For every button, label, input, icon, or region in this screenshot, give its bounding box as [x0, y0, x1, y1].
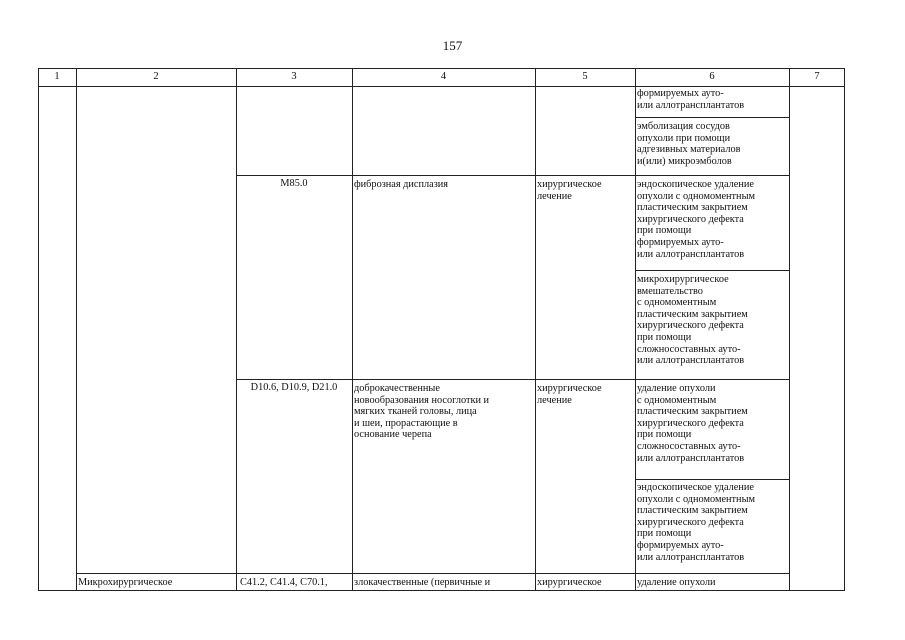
diagnosis-cell: злокачественные (первичные и [354, 577, 491, 588]
header-col-1: 1 [54, 71, 60, 82]
treatment-type-cell: хирургическое лечение [537, 179, 602, 202]
icd-code-cell: M85.0 [280, 178, 308, 189]
treatment-type-cell: хирургическое лечение [537, 383, 602, 406]
col-border-2 [236, 68, 237, 591]
col-border-7 [844, 68, 845, 591]
header-col-3: 3 [291, 71, 297, 82]
method-cell: эндоскопическое удаление опухоли с одномоментным пластическим закрытием хирургического дефекта при помощи формируемых ауто- или аллотрансплантатов [637, 179, 756, 260]
col-border-3 [352, 68, 353, 591]
col-border-5 [635, 68, 636, 591]
diagnosis-cell: фиброзная дисплазия [354, 179, 449, 190]
method-cell: удаление опухоли с одномоментным пластическим закрытием хирургического дефекта при помощи сложносоставных ауто- или аллотрансплантатов [637, 383, 748, 464]
row-divider-last [76, 573, 789, 574]
care-type-cell: Микрохирургическое [78, 577, 173, 588]
row-divider-m85 [236, 175, 789, 176]
header-col-7: 7 [814, 71, 820, 82]
header-col-4: 4 [440, 71, 447, 82]
table-bottom-border [38, 590, 845, 591]
method-cell: эмболизация сосудов опухоли при помощи адгезивных материалов и(или) микроэмболов [637, 121, 741, 167]
medical-procedures-table [38, 68, 845, 591]
method-cell: формируемых ауто- или аллотрансплантатов [637, 88, 745, 111]
col-border-4 [535, 68, 536, 591]
header-col-6: 6 [709, 71, 715, 82]
treatment-type-cell: хирургическое [537, 577, 602, 588]
icd-code-cell: D10.6, D10.9, D21.0 [250, 382, 338, 393]
col6-divider-2 [635, 270, 789, 271]
diagnosis-cell: доброкачественные новообразования носоглотки и мягких тканей головы, лица и шеи, прорастающие в основание черепа [354, 383, 490, 441]
col-border-0 [38, 68, 39, 591]
page-number: 157 [442, 38, 463, 53]
method-cell: эндоскопическое удаление опухоли с одномоментным пластическим закрытием хирургического дефекта при помощи формируемых ауто- или аллотрансплантатов [637, 482, 756, 563]
method-cell: удаление опухоли [637, 577, 716, 588]
col-border-6 [789, 68, 790, 591]
icd-code-cell: C41.2, C41.4, C70.1, [240, 577, 328, 588]
col6-divider-1 [635, 117, 789, 118]
col-border-1 [76, 68, 77, 591]
header-col-2: 2 [153, 71, 159, 82]
row-divider-d10 [236, 379, 789, 380]
header-bottom-border [38, 86, 845, 87]
header-col-5: 5 [582, 71, 588, 82]
col6-divider-3 [635, 479, 789, 480]
method-cell: микрохирургическое вмешательство с одномоментным пластическим закрытием хирургического дефекта при помощи сложносоставных ауто- или аллотрансплантатов [637, 274, 748, 367]
